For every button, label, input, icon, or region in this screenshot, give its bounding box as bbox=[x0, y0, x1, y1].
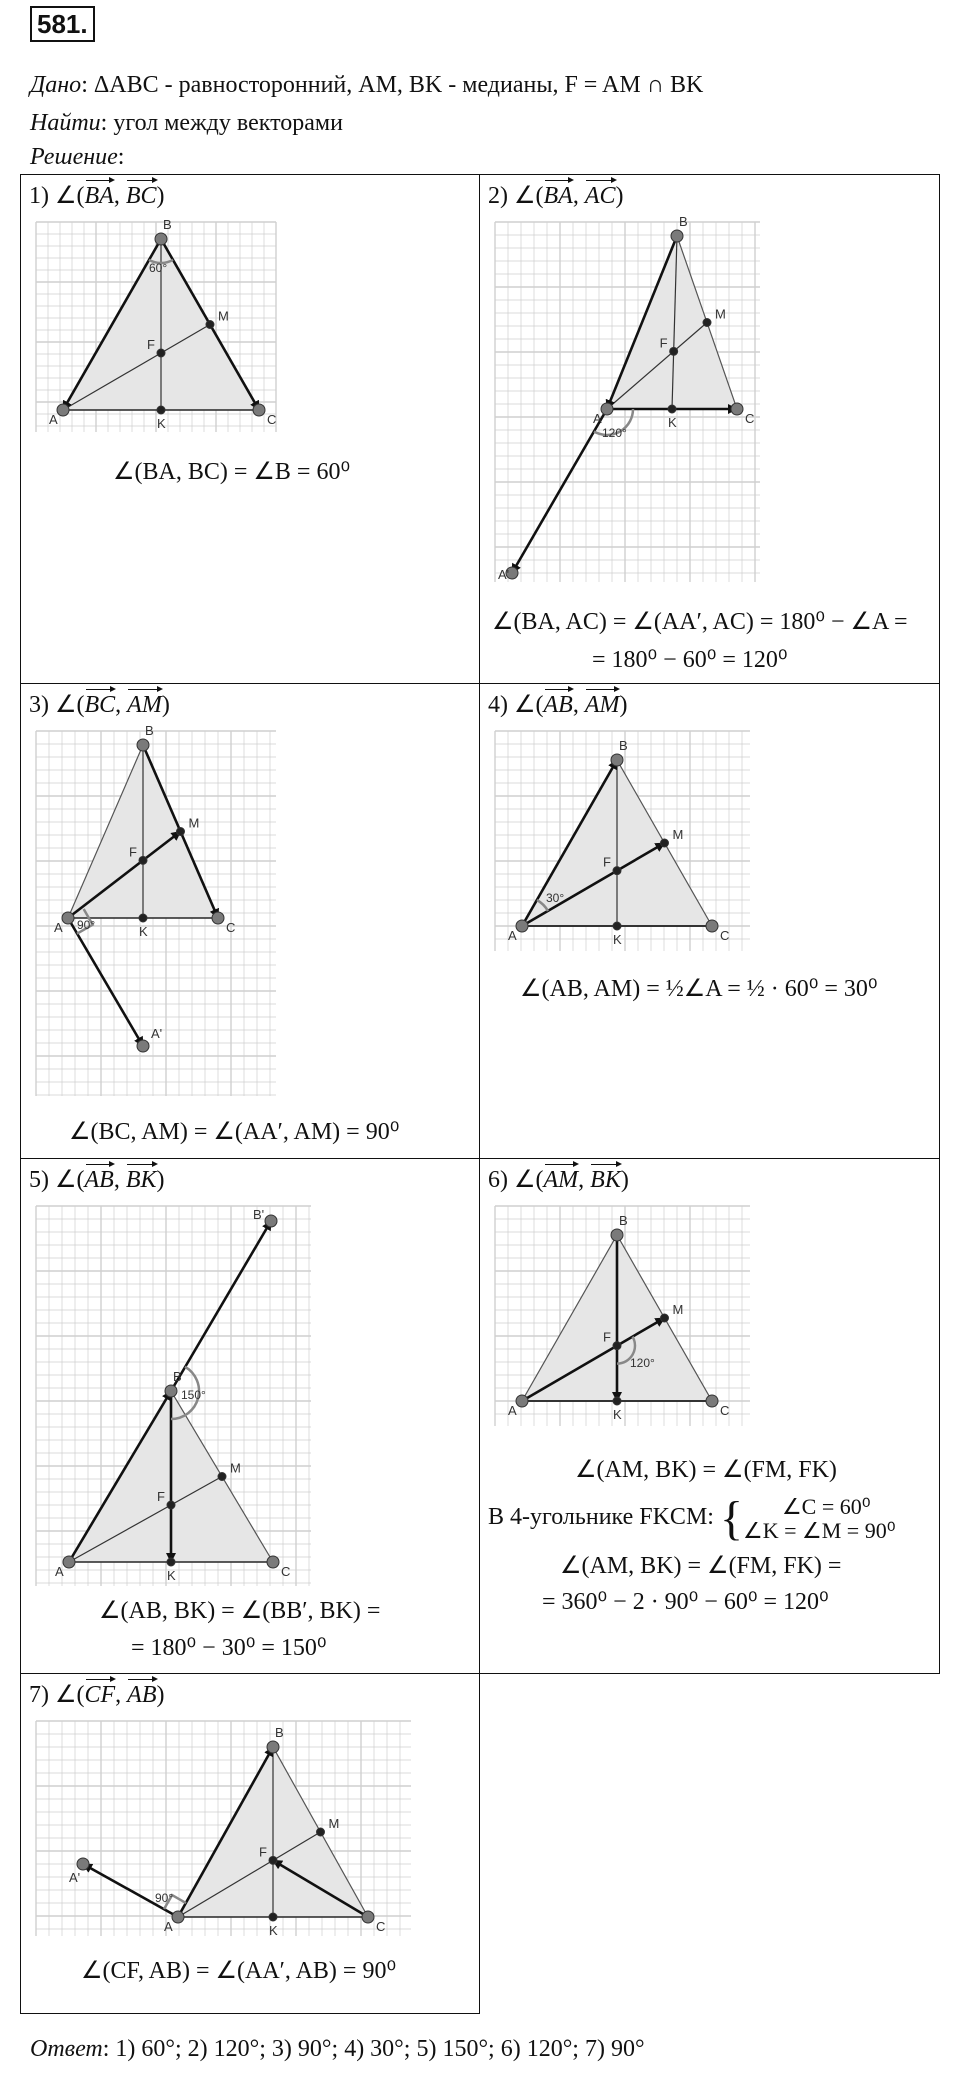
label-a-prime: A' bbox=[69, 1870, 81, 1885]
solution-colon: : bbox=[117, 144, 125, 170]
point-b bbox=[155, 233, 167, 245]
case-7-figure bbox=[31, 1716, 416, 1941]
find-label: Найти bbox=[30, 110, 101, 136]
angle-value-label: 90° bbox=[155, 1891, 174, 1905]
label-k: K bbox=[139, 924, 148, 939]
point-a bbox=[62, 912, 74, 924]
label-f: F bbox=[603, 854, 611, 870]
label-a: A bbox=[54, 920, 63, 935]
label-b: B bbox=[275, 1725, 284, 1740]
label-f: F bbox=[659, 335, 668, 351]
case-4-formula: ∠(AB, AM) = ½∠A = ½ · 60⁰ = 30⁰ bbox=[520, 976, 878, 1002]
case-5-figure bbox=[31, 1201, 316, 1591]
label-a: A bbox=[508, 1403, 517, 1418]
case-6-figure bbox=[490, 1201, 755, 1431]
label-c: C bbox=[720, 928, 730, 943]
label-k: K bbox=[157, 416, 166, 431]
label-a: A bbox=[49, 412, 58, 427]
answer-text: : 1) 60°; 2) 120°; 3) 90°; 4) 30°; 5) 150°; 6) 120°; 7) 90° bbox=[102, 2036, 645, 2062]
given-label: Дано bbox=[30, 72, 82, 98]
label-a: A bbox=[55, 1564, 64, 1579]
case-6-sys-2: ∠K = ∠M = 90⁰ bbox=[743, 1517, 896, 1543]
triangle-abc bbox=[607, 236, 737, 409]
label-f: F bbox=[603, 1329, 611, 1345]
solution-line bbox=[30, 144, 124, 171]
point-m bbox=[218, 1473, 226, 1481]
case-3-title: 3) ∠(BC, AM) bbox=[29, 686, 170, 719]
case-7-formula: ∠(CF, AB) = ∠(AA′, AB) = 90⁰ bbox=[81, 1958, 397, 1984]
point-b bbox=[137, 739, 149, 751]
label-a-prime: A' bbox=[151, 1026, 163, 1041]
point-f bbox=[269, 1856, 277, 1864]
point-f bbox=[613, 1342, 621, 1350]
point-k bbox=[613, 1397, 621, 1405]
label-k: K bbox=[613, 932, 622, 947]
angle-value-label: 120° bbox=[630, 1356, 655, 1370]
angle-value-label: 150° bbox=[181, 1388, 206, 1402]
label-a: A bbox=[508, 928, 517, 943]
label-c: C bbox=[745, 411, 755, 426]
label-m: M bbox=[672, 1302, 684, 1317]
label-b: B bbox=[145, 726, 154, 738]
point-m bbox=[661, 1314, 669, 1322]
find-line bbox=[30, 110, 343, 137]
point-c bbox=[706, 1395, 718, 1407]
label-f: F bbox=[157, 1489, 165, 1504]
label-m: M bbox=[715, 306, 726, 322]
case-6-quad-text: В 4-угольнике FKCM: bbox=[488, 1504, 714, 1531]
solution-grid bbox=[20, 174, 940, 2014]
point-m bbox=[703, 319, 711, 327]
point-b bbox=[267, 1741, 279, 1753]
case-4-figure bbox=[490, 726, 755, 956]
point-k bbox=[613, 922, 621, 930]
point-a-prime bbox=[77, 1858, 89, 1870]
label-k: K bbox=[613, 1407, 622, 1422]
case-2-formula-line-2: = 180⁰ − 60⁰ = 120⁰ bbox=[592, 647, 788, 673]
case-2-cell bbox=[479, 174, 940, 684]
label-m: M bbox=[672, 827, 684, 842]
point-b bbox=[611, 754, 623, 766]
point-m bbox=[317, 1828, 325, 1836]
case-3-figure bbox=[31, 726, 281, 1101]
point-c bbox=[706, 920, 718, 932]
case-6-formula-line-4: = 360⁰ − 2 · 90⁰ − 60⁰ = 120⁰ bbox=[542, 1589, 829, 1615]
point-a bbox=[601, 403, 613, 415]
case-5-cell bbox=[20, 1158, 480, 1674]
label-c: C bbox=[267, 412, 277, 427]
point-b-prime bbox=[265, 1215, 277, 1227]
case-4-title: 4) ∠(AB, AM) bbox=[488, 686, 627, 719]
point-a bbox=[516, 920, 528, 932]
point-c bbox=[253, 404, 265, 416]
point-f bbox=[157, 349, 165, 357]
case-7-title: 7) ∠(CF, AB) bbox=[29, 1676, 165, 1709]
point-b bbox=[165, 1385, 177, 1397]
case-5-formula-line-2: = 180⁰ − 30⁰ = 150⁰ bbox=[131, 1635, 327, 1661]
answer-line bbox=[30, 2036, 645, 2063]
point-k bbox=[269, 1913, 277, 1921]
point-m bbox=[177, 828, 185, 836]
label-b: B bbox=[679, 217, 688, 229]
point-m bbox=[206, 321, 214, 329]
point-b bbox=[611, 1229, 623, 1241]
label-c: C bbox=[720, 1403, 730, 1418]
point-f bbox=[613, 867, 621, 875]
point-k bbox=[157, 406, 165, 414]
angle-value-label: 60° bbox=[149, 261, 168, 275]
label-b: B bbox=[163, 217, 172, 232]
label-m: M bbox=[188, 815, 200, 831]
angle-value-label: 90° bbox=[77, 918, 96, 932]
angle-value-label: 30° bbox=[546, 891, 565, 905]
case-6-formula-line-1: ∠(AM, BK) = ∠(FM, FK) bbox=[575, 1457, 837, 1483]
label-a-prime: A' bbox=[498, 567, 510, 582]
label-f: F bbox=[129, 844, 137, 860]
point-k bbox=[167, 1558, 175, 1566]
case-1-figure bbox=[31, 217, 281, 437]
label-f: F bbox=[147, 337, 155, 352]
point-k bbox=[139, 914, 147, 922]
given-text: : ΔABC - равносторонний, AM, BK - медианы, F = AM ∩ BK bbox=[81, 72, 704, 98]
point-c bbox=[212, 912, 224, 924]
given-line bbox=[30, 72, 703, 99]
label-k: K bbox=[167, 1568, 176, 1583]
case-6-title: 6) ∠(AM, BK) bbox=[488, 1161, 629, 1194]
case-4-cell bbox=[479, 683, 940, 1159]
label-m: M bbox=[218, 308, 229, 324]
label-c: C bbox=[226, 920, 236, 935]
label-k: K bbox=[668, 415, 677, 430]
case-7-cell bbox=[20, 1673, 480, 2014]
label-k: K bbox=[269, 1923, 278, 1938]
case-6-formula-line-3: ∠(AM, BK) = ∠(FM, FK) = bbox=[560, 1553, 842, 1579]
problem-number: 581. bbox=[30, 6, 95, 42]
case-1-cell bbox=[20, 174, 480, 684]
point-c bbox=[731, 403, 743, 415]
point-a-prime bbox=[137, 1040, 149, 1052]
case-6-sys-1: ∠C = 60⁰ bbox=[781, 1493, 871, 1519]
label-b: B bbox=[619, 738, 628, 753]
label-c: C bbox=[281, 1564, 291, 1579]
case-6-cell bbox=[479, 1158, 940, 1674]
label-f: F bbox=[259, 1844, 267, 1860]
solution-label: Решение bbox=[30, 144, 118, 170]
label-c: C bbox=[376, 1919, 386, 1934]
case-1-title: 1) ∠(BA, BC) bbox=[29, 177, 165, 210]
case-2-figure bbox=[490, 217, 765, 587]
point-c bbox=[362, 1911, 374, 1923]
point-a bbox=[63, 1556, 75, 1568]
point-f bbox=[139, 856, 147, 864]
point-c bbox=[267, 1556, 279, 1568]
case-3-formula: ∠(BC, AM) = ∠(AA′, AM) = 90⁰ bbox=[69, 1119, 400, 1145]
label-a: A bbox=[593, 411, 602, 426]
point-b bbox=[671, 230, 683, 242]
label-b: B bbox=[619, 1213, 628, 1228]
case-1-formula: ∠(BA, BC) = ∠B = 60⁰ bbox=[113, 459, 351, 485]
label-m: M bbox=[328, 1816, 340, 1831]
point-f bbox=[670, 347, 678, 355]
label-m: M bbox=[230, 1460, 241, 1476]
case-3-cell bbox=[20, 683, 480, 1159]
point-f bbox=[167, 1501, 175, 1509]
case-5-title: 5) ∠(AB, BK) bbox=[29, 1161, 165, 1194]
case-5-formula-line-1: ∠(AB, BK) = ∠(BB′, BK) = bbox=[99, 1598, 381, 1624]
point-a bbox=[57, 404, 69, 416]
answer-label: Ответ bbox=[30, 2036, 103, 2062]
vector-aa-prime bbox=[68, 918, 143, 1046]
find-text: : угол между векторами bbox=[100, 110, 343, 136]
label-a: A bbox=[164, 1919, 173, 1934]
label-b-prime: B' bbox=[253, 1207, 265, 1222]
case-2-formula-line-1: ∠(BA, AC) = ∠(AA′, AC) = 180⁰ − ∠A = bbox=[492, 609, 908, 635]
point-a bbox=[172, 1911, 184, 1923]
angle-value-label: 120° bbox=[602, 426, 627, 440]
point-a bbox=[516, 1395, 528, 1407]
case-2-title: 2) ∠(BA, AC) bbox=[488, 177, 624, 210]
point-m bbox=[661, 839, 669, 847]
point-k bbox=[668, 405, 676, 413]
case-6-quad-line: В 4-угольнике FKCM: { ∠C = 60⁰ ∠K = ∠M = 90⁰ bbox=[488, 1492, 896, 1545]
vector-bb-prime bbox=[171, 1221, 271, 1391]
label-b: B bbox=[173, 1369, 182, 1384]
